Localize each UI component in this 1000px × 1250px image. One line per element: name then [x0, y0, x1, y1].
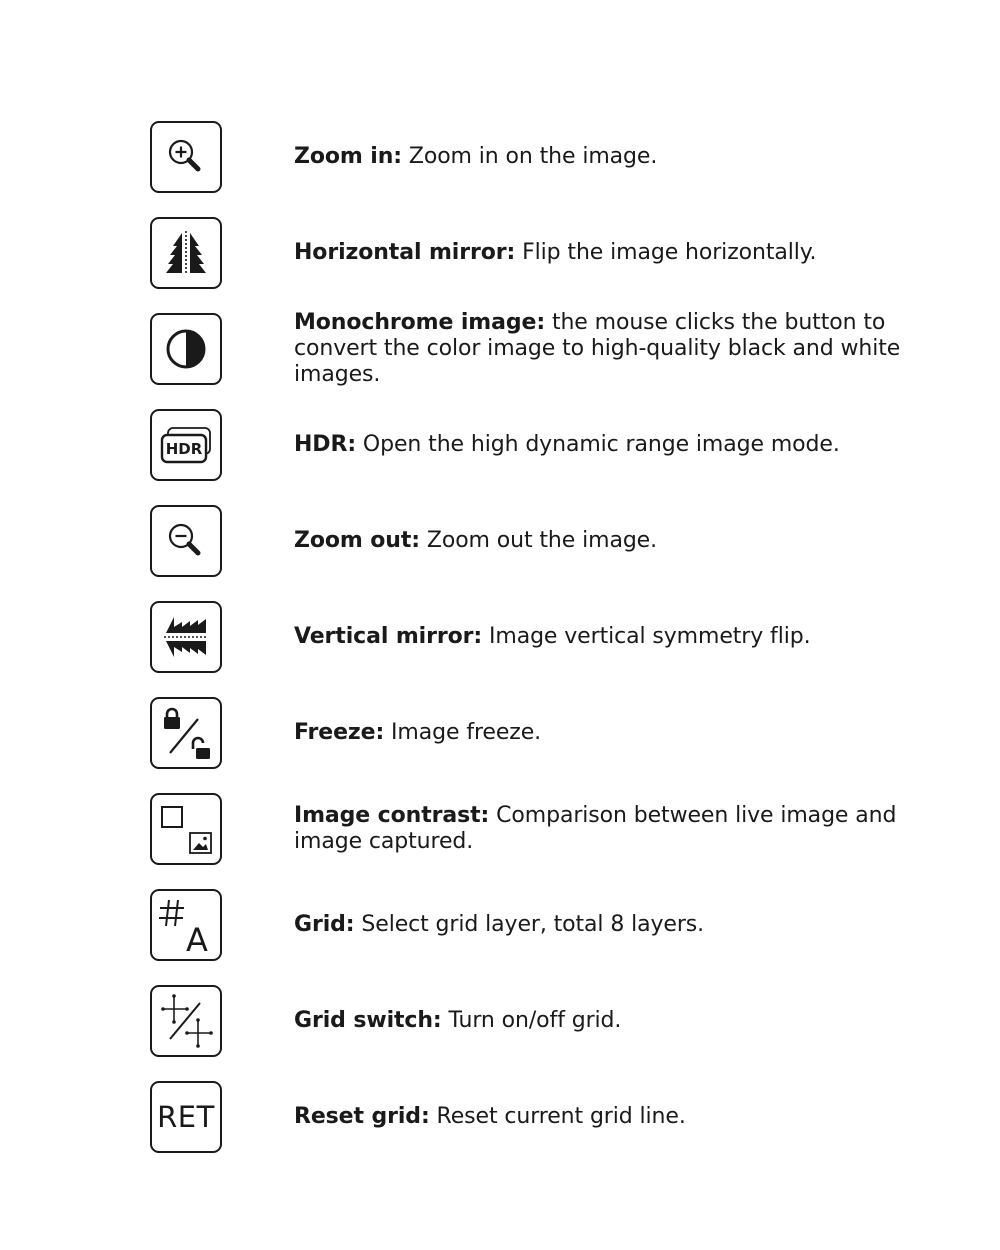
image-contrast-icon [156, 799, 216, 859]
monochrome-button[interactable] [150, 313, 222, 385]
legend-row-grid-switch [150, 985, 950, 1057]
legend-description [294, 409, 944, 481]
legend-description [294, 889, 944, 961]
legend-text: Zoom in on the image. [401, 144, 658, 169]
legend-row-horizontal-mirror [150, 217, 950, 289]
legend-row-freeze [150, 697, 950, 769]
zoom-out-icon [164, 519, 208, 563]
image-contrast-button[interactable] [150, 793, 222, 865]
horizontal-mirror-icon [162, 229, 210, 277]
grid-icon-letter: A [186, 921, 208, 956]
freeze-button[interactable] [150, 697, 222, 769]
freeze-icon [158, 705, 214, 761]
legend-text: Select grid layer, total 8 layers. [354, 912, 705, 937]
legend-row-monochrome [150, 310, 950, 387]
legend-description [294, 217, 944, 289]
grid-switch-button[interactable] [150, 985, 222, 1057]
legend-text: Reset current grid line. [429, 1104, 686, 1129]
legend-text: Zoom out the image. [419, 528, 658, 553]
legend-description [294, 601, 944, 673]
hdr-icon [157, 423, 215, 467]
legend-row-image-contrast [150, 793, 950, 865]
legend-row-vertical-mirror [150, 601, 950, 673]
legend-term: Zoom in: [294, 144, 402, 169]
legend-term: Grid: [294, 912, 355, 937]
grid-switch-icon [156, 991, 216, 1051]
legend-row-zoom-in [150, 121, 950, 193]
hdr-icon-label: HDR [165, 440, 203, 458]
legend-row-hdr [150, 409, 950, 481]
legend-term: Monochrome image: [294, 310, 546, 335]
monochrome-icon [163, 326, 209, 372]
zoom-in-icon [164, 135, 208, 179]
legend-term: Horizontal mirror: [294, 240, 516, 265]
legend-term: Vertical mirror: [294, 624, 483, 649]
legend-description [294, 121, 944, 193]
legend-row-reset-grid [150, 1081, 950, 1153]
hdr-button[interactable] [150, 409, 222, 481]
legend-term: Reset grid: [294, 1104, 430, 1129]
legend-text: Flip the image horizontally. [515, 240, 817, 265]
horizontal-mirror-button[interactable] [150, 217, 222, 289]
zoom-out-button[interactable] [150, 505, 222, 577]
legend-description [294, 697, 944, 769]
legend-description [294, 1081, 944, 1153]
reset-grid-button[interactable] [150, 1081, 222, 1153]
legend-description [294, 793, 944, 865]
legend-term: Image contrast: [294, 803, 490, 828]
legend-text: Comparison between live image and image captured. [294, 803, 897, 854]
legend-term: Freeze: [294, 720, 385, 745]
legend-row-zoom-out [150, 505, 950, 577]
legend-text: the mouse clicks the button to convert the color image to high-quality black and white images. [294, 310, 901, 387]
legend-term: HDR: [294, 432, 357, 457]
reset-grid-icon: RET [157, 1100, 215, 1134]
legend-description [294, 985, 944, 1057]
vertical-mirror-button[interactable] [150, 601, 222, 673]
legend-description [294, 505, 944, 577]
legend-text: Image freeze. [384, 720, 542, 745]
legend-term: Zoom out: [294, 528, 420, 553]
zoom-in-button[interactable] [150, 121, 222, 193]
legend-text: Open the high dynamic range image mode. [356, 432, 840, 457]
grid-layer-icon [155, 894, 217, 956]
legend-description [294, 310, 944, 387]
grid-layer-button[interactable] [150, 889, 222, 961]
legend-text: Turn on/off grid. [441, 1008, 622, 1033]
legend-text: Image vertical symmetry flip. [482, 624, 811, 649]
legend-term: Grid switch: [294, 1008, 442, 1033]
legend-row-grid [150, 889, 950, 961]
vertical-mirror-icon [162, 613, 210, 661]
